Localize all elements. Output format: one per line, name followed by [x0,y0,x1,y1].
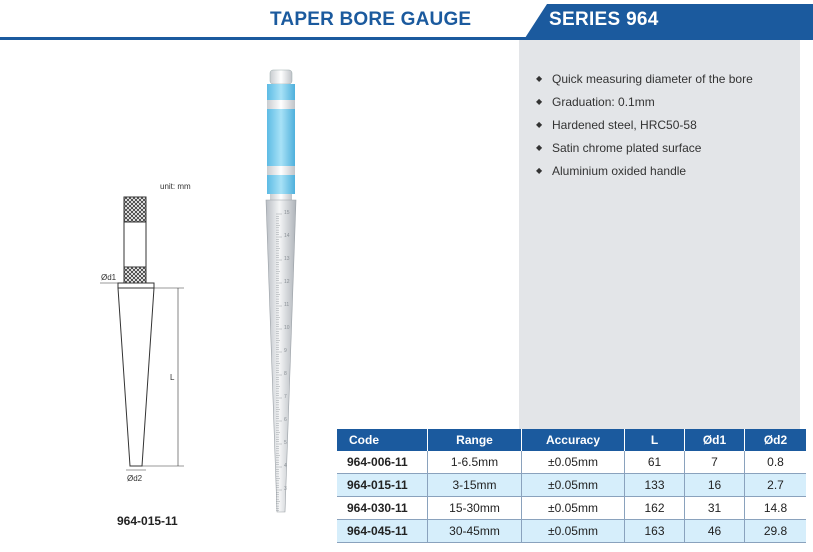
unit-label: unit: mm [160,182,191,191]
cell-d2: 29.8 [745,520,807,543]
table-header-row [337,429,806,451]
cell-accuracy: ±0.05mm [522,520,625,543]
cell-range: 1-6.5mm [428,451,522,474]
cell-d2: 14.8 [745,497,807,520]
diamond-bullet-icon: ◆ [536,143,543,152]
cell-d1: 31 [685,497,745,520]
gauge-line-drawing [100,197,184,470]
d1-label: Ød1 [101,273,117,282]
scale-number: 11 [284,302,290,308]
feature-item: ◆ Graduation: 0.1mm [536,95,655,109]
scale-number: 12 [284,279,290,285]
gauge-photo [266,70,296,512]
scale-number: 5 [284,440,287,446]
scale-number: 3 [284,486,287,492]
cell-d2: 2.7 [745,474,807,497]
table-row [337,474,806,497]
cell-range: 3-15mm [428,474,522,497]
cell-d1: 46 [685,520,745,543]
cell-range: 30-45mm [428,520,522,543]
scale-number: 6 [284,417,287,423]
cell-accuracy: ±0.05mm [522,497,625,520]
cell-d2: 0.8 [745,451,807,474]
cell-accuracy: ±0.05mm [522,451,625,474]
series-label: SERIES 964 [549,9,659,30]
diamond-bullet-icon: ◆ [536,120,543,129]
d2-label: Ød2 [127,474,143,483]
scale-number: 7 [284,394,287,400]
feature-item: ◆ Quick measuring diameter of the bore [536,72,753,86]
diamond-bullet-icon: ◆ [536,166,543,175]
table-row [337,451,806,474]
feature-list [536,72,753,187]
feature-item: ◆ Hardened steel, HRC50-58 [536,118,697,132]
scale-number: 14 [284,233,290,239]
cell-length: 133 [625,474,685,497]
diamond-bullet-icon: ◆ [536,74,543,83]
taper-blade-outline [118,288,154,466]
cell-accuracy: ±0.05mm [522,474,625,497]
col-header-range: Range [428,429,522,451]
cell-length: 61 [625,451,685,474]
product-title: TAPER BORE GAUGE [270,9,472,30]
col-header-d2: Ød2 [745,429,807,451]
scale-number: 15 [284,210,290,216]
feature-item: ◆ Satin chrome plated surface [536,141,702,155]
handle-end-cap [270,70,292,84]
scale-number: 8 [284,371,287,377]
table-row [337,520,806,543]
cell-length: 163 [625,520,685,543]
cell-code: 964-015-11 [337,474,428,497]
table-row [337,497,806,520]
col-header-d1: Ød1 [685,429,745,451]
length-label: L [170,373,175,382]
col-header-length: L [625,429,685,451]
knurled-grip-bottom [124,267,146,283]
col-header-accuracy: Accuracy [522,429,625,451]
cell-d1: 7 [685,451,745,474]
cell-range: 15-30mm [428,497,522,520]
spec-table [337,429,806,543]
diamond-bullet-icon: ◆ [536,97,543,106]
scale-number: 9 [284,348,287,354]
feature-item: ◆ Aluminium oxided handle [536,164,687,178]
scale-number: 13 [284,256,290,262]
cell-code: 964-006-11 [337,451,428,474]
cell-code: 964-045-11 [337,520,428,543]
scale-number: 4 [284,463,287,469]
cell-d1: 16 [685,474,745,497]
collar [118,283,154,288]
model-label: 964-015-11 [117,514,178,528]
taper-blade [266,200,296,512]
knurled-grip-top [124,197,146,222]
cell-code: 964-030-11 [337,497,428,520]
handle-body [124,222,146,267]
scale-number: 10 [284,325,290,331]
handle-neck [270,194,292,200]
col-header-code: Code [337,429,428,451]
cell-length: 162 [625,497,685,520]
